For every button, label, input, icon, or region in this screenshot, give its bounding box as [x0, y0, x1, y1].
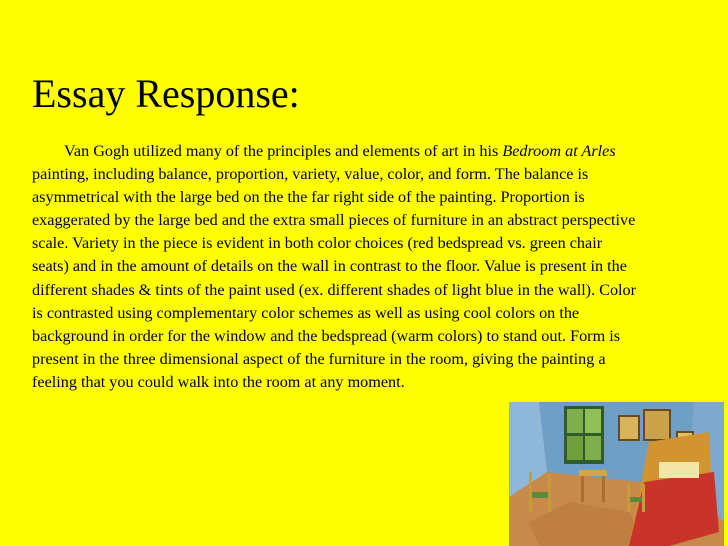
bedroom-painting-image	[509, 402, 724, 546]
essay-body: painting, including balance, proportion, variety, value, color, and form. The balance is asymmetrical with the large bed on the the far right side of the painting. Proportion is exaggerated by the large bed and the extra small pieces of furniture in an abstract perspective scale. Variety in the piece is evident in both color choices (red bedspread vs. green chair seats) and in the amount of details on the wall in contrast to the floor. Value is present in the different shades & tints of the paint used (ex. different shades of light blue in the wall). Color is contrasted using complementary color schemes as well as using cool colors on the background in order for the window and the bedspread (warm colors) to stand out. Form is present in the three dimensional aspect of the furniture in the room, giving the painting a feeling that you could walk into the room at any moment.	[32, 165, 637, 391]
slide-title: Essay Response:	[32, 71, 300, 116]
essay-paragraph	[32, 140, 638, 394]
essay-intro: Van Gogh utilized many of the principles and elements of art in his	[64, 142, 503, 160]
artwork-title: Bedroom at Arles	[502, 142, 616, 160]
